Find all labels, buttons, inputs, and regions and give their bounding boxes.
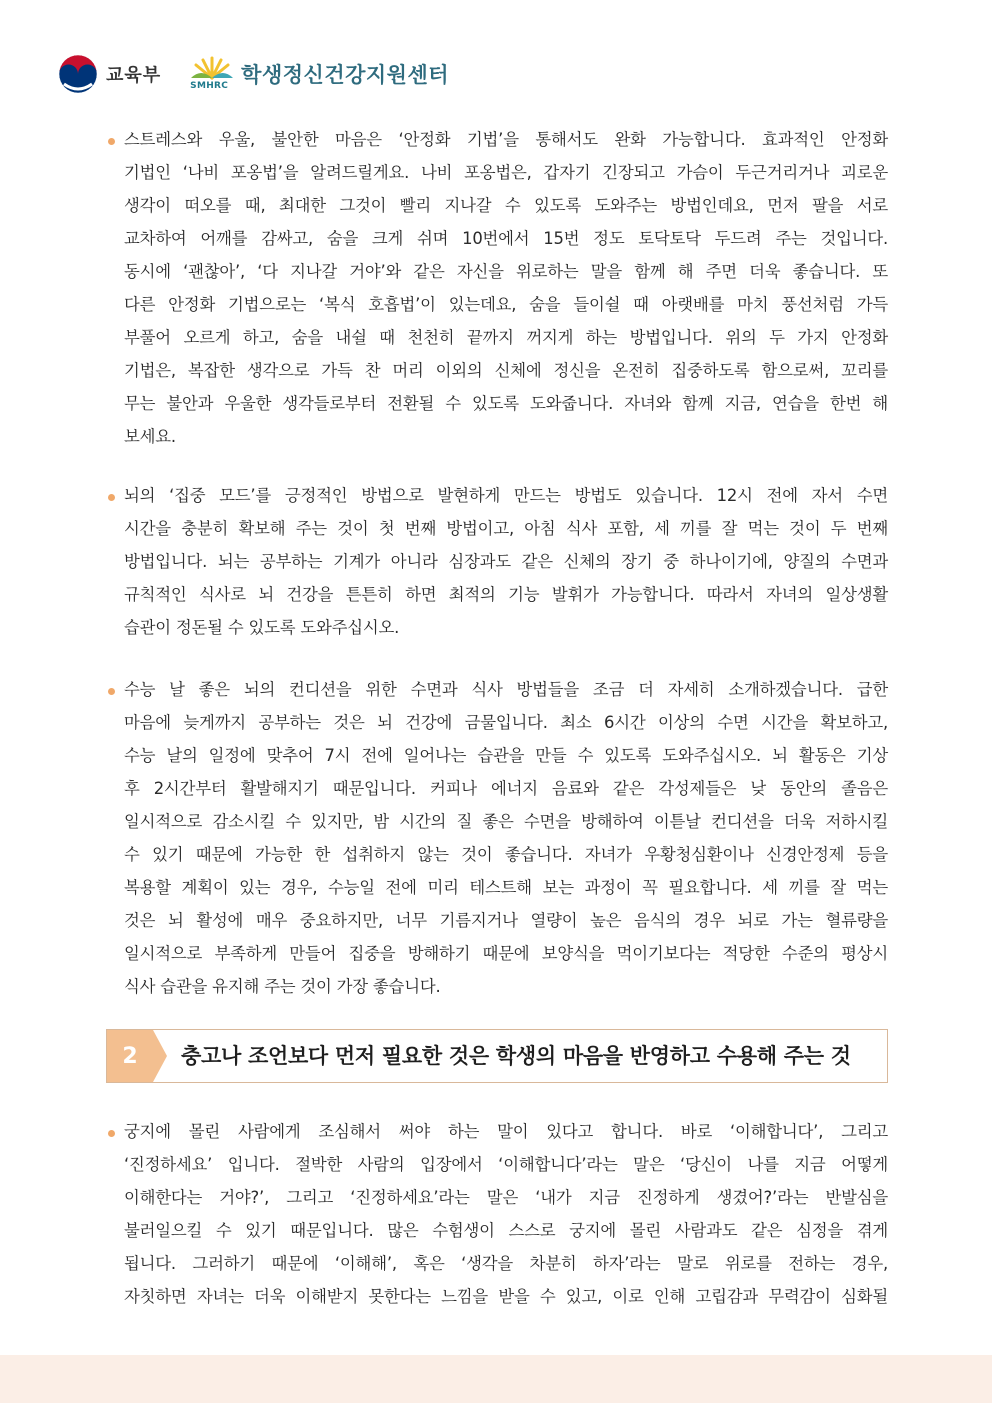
text-line: 규칙적인 식사로 뇌 건강을 튼튼히 하면 최적의 기능 발휘가 가능합니다. 따라서 자녀의 일상생활 bbox=[124, 585, 888, 604]
center-brand bbox=[189, 54, 449, 94]
text-line: 부풀어 오르게 하고, 숨을 내쉴 때 천천히 끝까지 꺼지게 하는 방법입니다. 위의 두 가지 안정화 bbox=[124, 328, 888, 347]
text-line: 동시에 ‘괜찮아’, ‘다 지나갈 거야’와 같은 자신을 위로하는 말을 함께 해 주면 더욱 좋습니다. 또 bbox=[124, 262, 888, 281]
section-title: 충고나 조언보다 먼저 필요한 것은 학생의 마음을 반영하고 수용해 주는 것 bbox=[181, 1044, 851, 1068]
smhrc-logo bbox=[189, 54, 235, 94]
text-line: 식사 습관을 유지해 주는 것이 가장 좋습니다. bbox=[124, 977, 441, 996]
text-line: 일시적으로 부족하게 만들어 집중을 방해하기 때문에 보양식을 먹이기보다는 적당한 수준의 평상시 bbox=[124, 944, 888, 963]
text-line: 마음에 늦게까지 공부하는 것은 뇌 건강에 금물입니다. 최소 6시간 이상의 수면 시간을 확보하고, bbox=[124, 713, 888, 732]
center-abbr: SMHRC bbox=[190, 81, 229, 91]
text-line: 무는 불안과 우울한 생각들로부터 전환될 수 있도록 도와줍니다. 자녀와 함께 지금, 연습을 한번 해 bbox=[124, 394, 888, 413]
text-line: 수 있기 때문에 가능한 한 섭취하지 않는 것이 좋습니다. 자녀가 우황청심환이나 신경안정제 등을 bbox=[124, 845, 888, 864]
sun-leaf-icon bbox=[189, 54, 235, 82]
text-line: 생각이 떠오를 때, 최대한 그것이 빨리 지나갈 수 있도록 도와주는 방법인데요, 먼저 팔을 서로 bbox=[124, 196, 888, 215]
text-line: 불러일으킬 수 있기 때문입니다. 많은 수험생이 스스로 궁지에 몰린 사람과도 같은 심정을 겪게 bbox=[124, 1221, 888, 1240]
text-line: ‘진정하세요’ 입니다. 절박한 사람의 입장에서 ‘이해합니다’라는 말은 ‘당신이 나를 지금 어떻게 bbox=[124, 1155, 888, 1174]
section-number: 2 bbox=[107, 1030, 153, 1082]
text-line: 복용할 계획이 있는 경우, 수능일 전에 미리 테스트해 보는 과정이 꼭 필요합니다. 세 끼를 잘 먹는 bbox=[124, 878, 888, 897]
footer-band bbox=[0, 1355, 992, 1403]
taeguk-emblem-icon bbox=[58, 54, 98, 94]
text-line: 교차하여 어깨를 감싸고, 숨을 크게 쉬며 10번에서 15번 정도 토닥토닥 두드려 주는 것입니다. bbox=[124, 229, 888, 248]
text-line: 수능 날 좋은 뇌의 컨디션을 위한 수면과 식사 방법들을 조금 더 자세히 소개하겠습니다. 급한 bbox=[124, 680, 888, 699]
text-line: 방법입니다. 뇌는 공부하는 기계가 아니라 심장과도 같은 신체의 장기 중 하나이기에, 양질의 수면과 bbox=[124, 552, 888, 571]
text-line: 자칫하면 자녀는 더욱 이해받지 못한다는 느낌을 받을 수 있고, 이로 인해 고립감과 무력감이 심화될 bbox=[124, 1287, 888, 1306]
section-heading bbox=[106, 1029, 888, 1083]
text-line: 일시적으로 감소시킬 수 있지만, 밤 시간의 질 좋은 수면을 방해하여 이튿날 컨디션을 더욱 저하시킬 bbox=[124, 812, 888, 831]
bullet-icon bbox=[108, 1130, 115, 1137]
text-line: 시간을 충분히 확보해 주는 것이 첫 번째 방법이고, 아침 식사 포함, 세 끼를 잘 먹는 것이 두 번째 bbox=[124, 519, 888, 538]
text-line: 이해한다는 거야?’, 그리고 ‘진정하세요’라는 말은 ‘내가 지금 진정하게 생겼어?’라는 반발심을 bbox=[124, 1188, 888, 1207]
text-line: 보세요. bbox=[124, 427, 176, 446]
text-line: 후 2시간부터 활발해지기 때문입니다. 커피나 에너지 음료와 같은 각성제들은 낮 동안의 졸음은 bbox=[124, 779, 888, 798]
text-line: 기법은, 복잡한 생각으로 가득 찬 머리 이외의 신체에 정신을 온전히 집중하도록 함으로써, 꼬리를 bbox=[124, 361, 888, 380]
page-header bbox=[58, 52, 449, 96]
bullet-icon bbox=[108, 494, 115, 501]
text-line: 됩니다. 그러하기 때문에 ‘이해해’, 혹은 ‘생각을 차분히 하자’라는 말로 위로를 전하는 경우, bbox=[124, 1254, 888, 1273]
bullet-icon bbox=[108, 688, 115, 695]
text-line: 다른 안정화 기법으로는 ‘복식 호흡법’이 있는데요, 숨을 들이쉴 때 아랫배를 마치 풍선처럼 가득 bbox=[124, 295, 888, 314]
text-line: 수능 날의 일정에 맞추어 7시 전에 일어나는 습관을 만들 수 있도록 도와주십시오. 뇌 활동은 기상 bbox=[124, 746, 888, 765]
ministry-name: 교육부 bbox=[106, 65, 162, 86]
text-line: 스트레스와 우울, 불안한 마음은 ‘안정화 기법’을 통해서도 완화 가능합니다. 효과적인 안정화 bbox=[124, 130, 888, 149]
text-line: 습관이 정돈될 수 있도록 도와주십시오. bbox=[124, 618, 400, 637]
bullet-icon bbox=[108, 138, 115, 145]
text-line: 뇌의 ‘집중 모드’를 긍정적인 방법으로 발현하게 만드는 방법도 있습니다. 12시 전에 자서 수면 bbox=[124, 486, 888, 505]
text-line: 기법인 ‘나비 포옹법’을 알려드릴게요. 나비 포옹법은, 갑자기 긴장되고 가슴이 두근거리거나 괴로운 bbox=[124, 163, 888, 182]
text-line: 궁지에 몰린 사람에게 조심해서 써야 하는 말이 있다고 합니다. 바로 ‘이해합니다’, 그리고 bbox=[124, 1122, 888, 1141]
section-arrow-icon bbox=[153, 1030, 167, 1082]
center-name: 학생정신건강지원센터 bbox=[241, 63, 450, 87]
text-line: 것은 뇌 활성에 매우 중요하지만, 너무 기름지거나 열량이 높은 음식의 경우 뇌로 가는 혈류량을 bbox=[124, 911, 888, 930]
